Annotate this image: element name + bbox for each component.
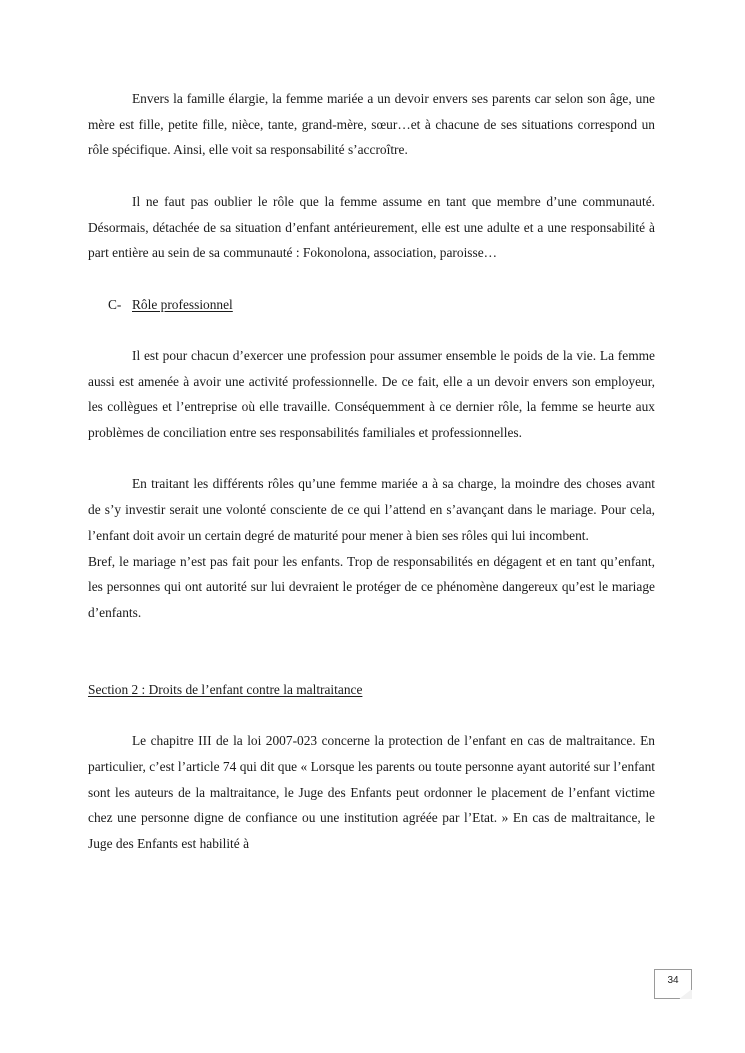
section-heading [88,677,655,703]
paragraph-spacer [88,266,655,292]
paragraph-profession: Il est pour chacun d’exercer une profession pour assumer ensemble le poids de la vie. La femme aussi est amenée à avoir une activité professionnelle. De ce fait, elle a un devoir envers son employeur, les collègues et l’entreprise où elle travaille. Conséquemment à ce dernier rôle, la femme se heurte aux problèmes de conciliation entre ses responsabilités familiales et professionnelles. [88,347,655,441]
subheading-title: Rôle professionnel [132,296,233,312]
paragraph-maturity: En traitant les différents rôles qu’une femme mariée a à sa charge, la moindre des choses avant de s’y investir serait une volonté consciente de ce qui l’attend en s’avançant dans le mariage. Pour cela, l’enfant doit avoir un certain degré de maturité pour mener à bien ses rôles qui lui incombent. [88,476,655,543]
page-body [88,86,655,857]
paragraph-spacer [88,446,655,472]
section-title: Section 2 : Droits de l’enfant contre la maltraitance [88,681,363,697]
paragraph-extended-family: Envers la famille élargie, la femme mariée a un devoir envers ses parents car selon son âge, une mère est fille, petite fille, nièce, tante, grand-mère, sœur…et à chacune de ses situations correspond un rôle spécifique. Ainsi, elle voit sa responsabilité s’accroître. [88,91,655,158]
section-spacer [88,626,655,677]
paragraph-spacer [88,317,655,343]
page-number: 34 [667,975,679,986]
page-corner-fold [679,989,692,999]
paragraph-community-role: Il ne faut pas oublier le rôle que la femme assume en tant que membre d’une communauté. Désormais, détachée de sa situation d’enfant antérieurement, elle est une adulte et a une responsabilité à part entière au sein de sa communauté : Fokonolona, association, paroisse… [88,193,655,261]
paragraph-spacer [88,163,655,189]
subheading-professional-role [88,292,655,318]
page-number-box [654,969,692,999]
subheading-number: C- [108,296,122,312]
paragraph-law-2007-023: Le chapitre III de la loi 2007-023 concerne la protection de l’enfant en cas de maltraitance. En particulier, c’est l’article 74 qui dit que « Lorsque les parents ou toute personne ayant autorité sur l’enfant sont les auteurs de la maltraitance, le Juge des Enfants peut ordonner le placement de l’enfant victime chez une personne digne de confiance ou une institution agréée par l’Etat. » En cas de maltraitance, le Juge des Enfants est habilité à [88,733,655,851]
paragraph-conclusion: Bref, le mariage n’est pas fait pour les enfants. Trop de responsabilités en dégagent et en tant qu’enfant, les personnes qui ont autorité sur lui devraient le protéger de ce phénomène dangereux qu’est le mariage d’enfants. [88,553,655,620]
paragraph-spacer [88,702,655,728]
